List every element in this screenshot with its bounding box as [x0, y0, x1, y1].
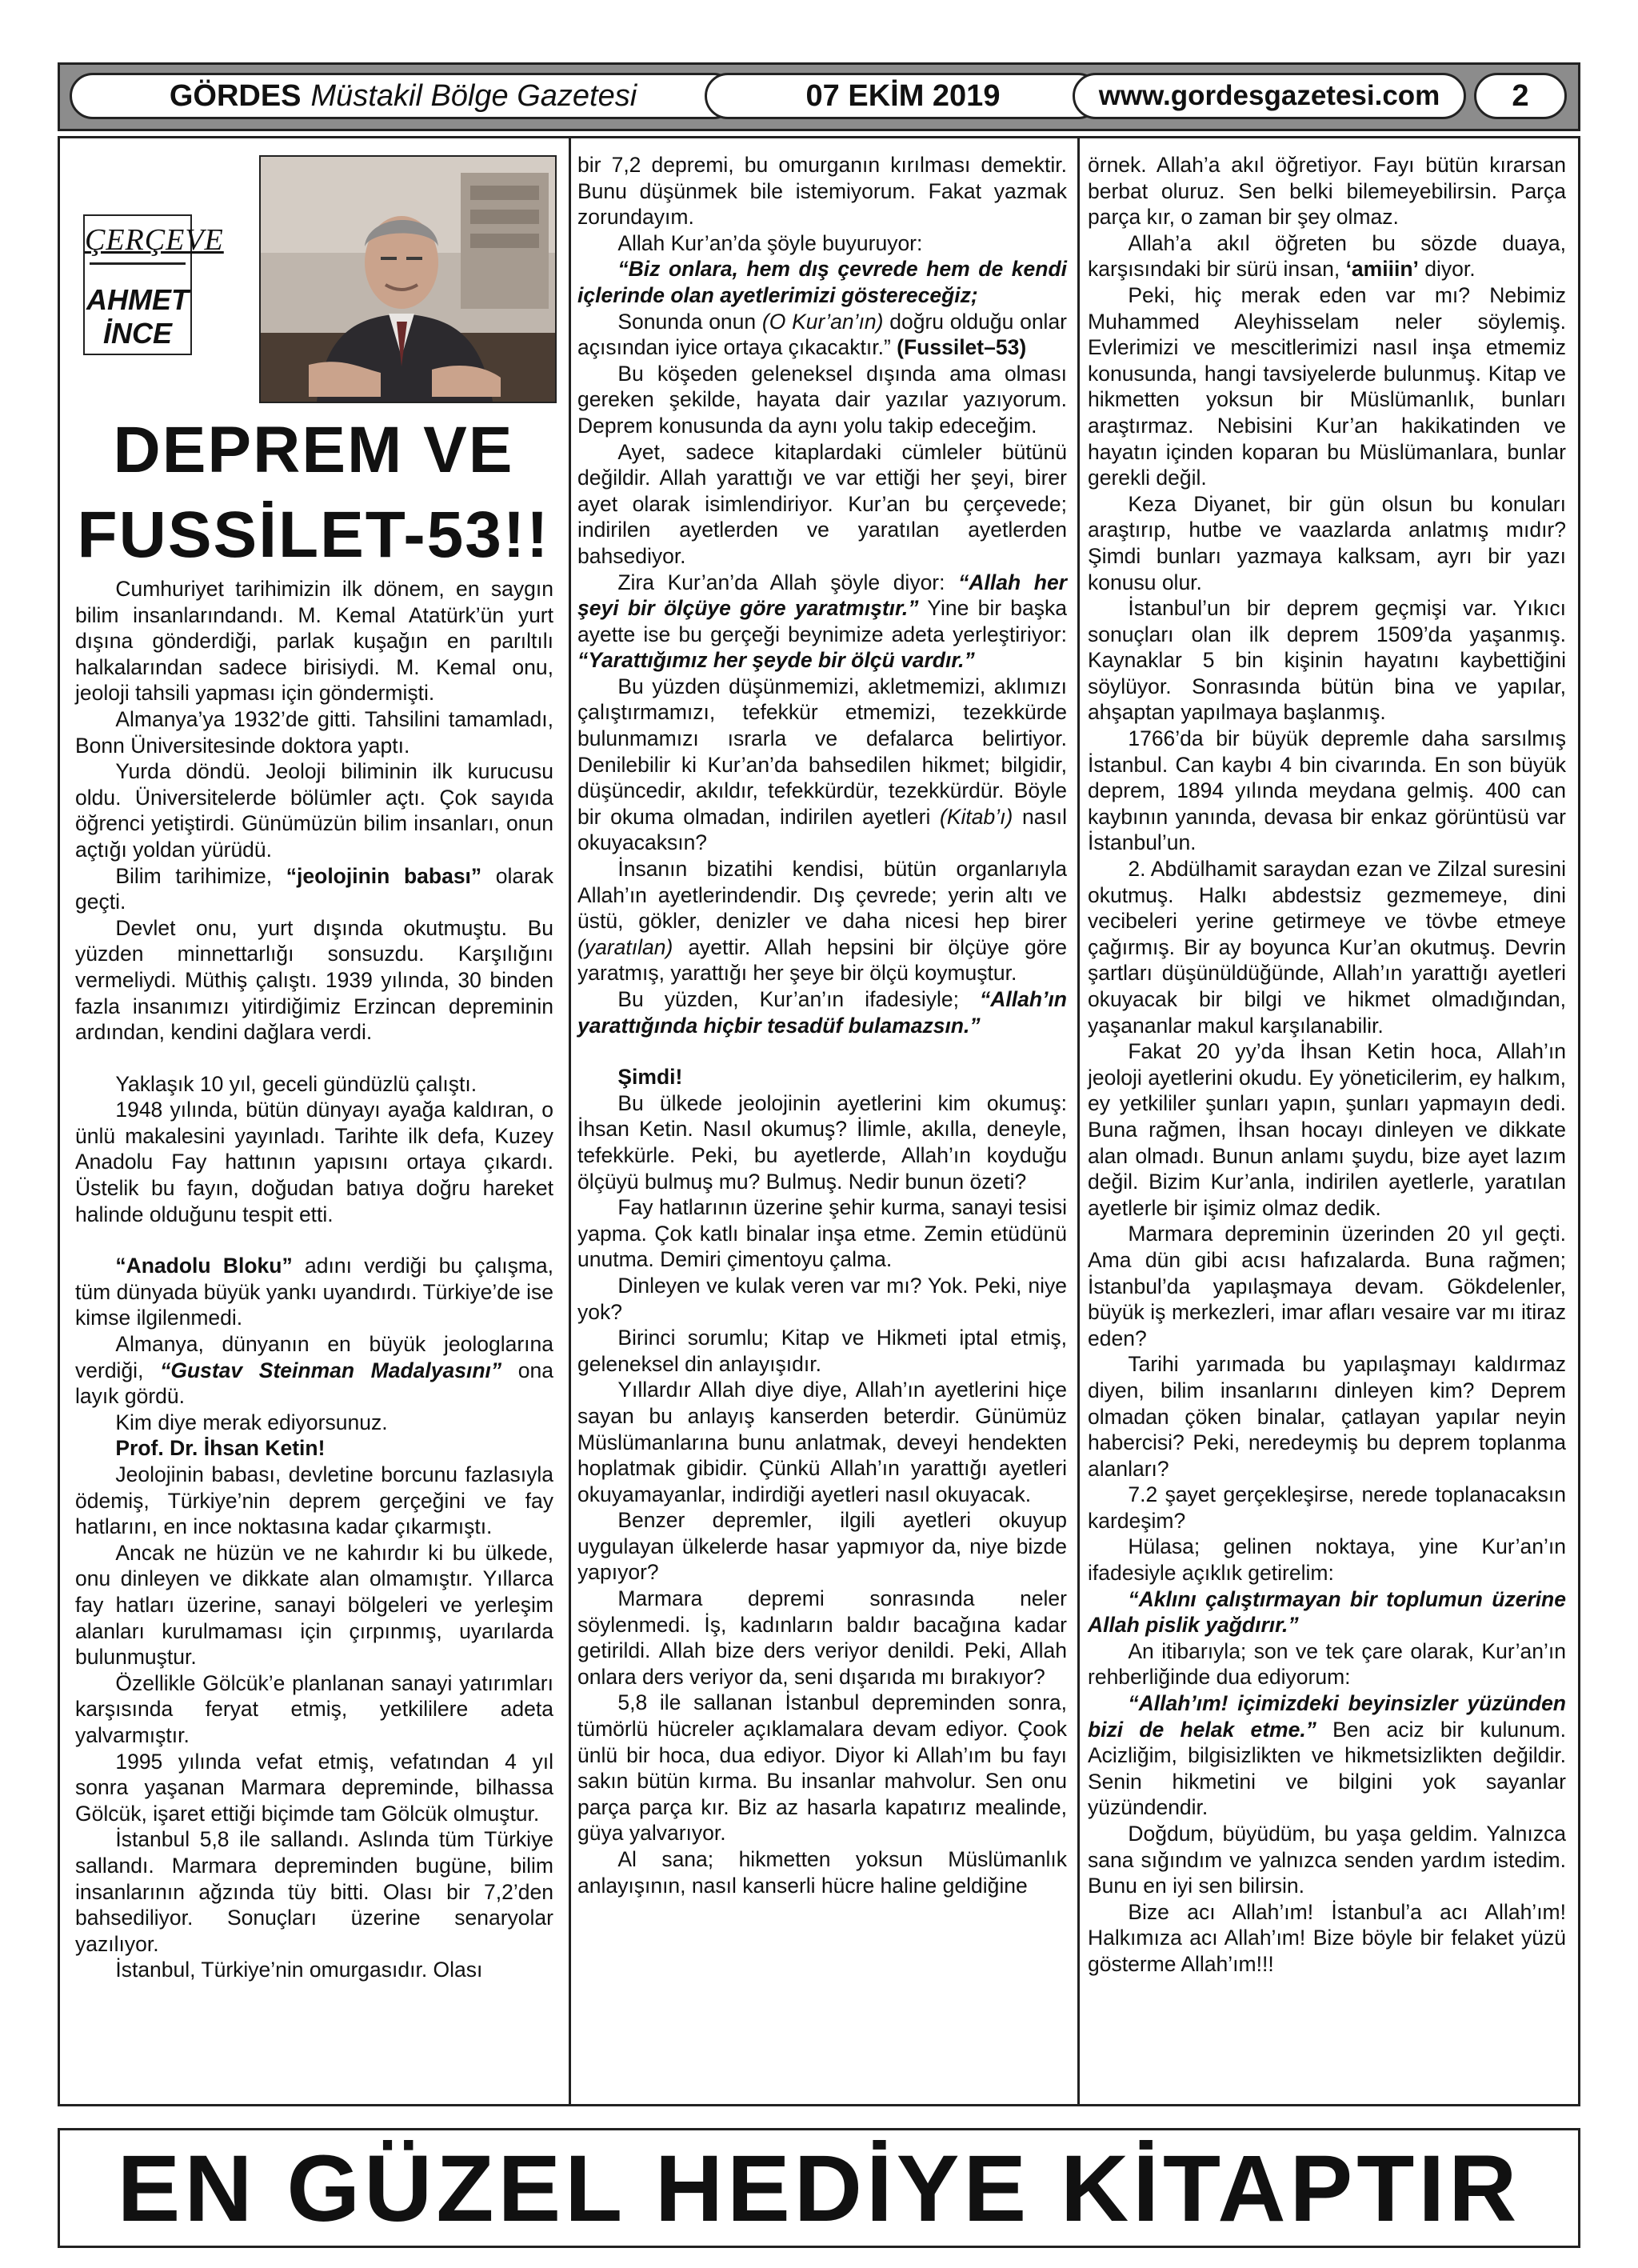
article-column-1: Cumhuriyet tarihimizin ilk dönem, en saygın bilim insanlarındandı. M. Kemal Atatürk’ün yurt dışına gönderdiği, parlak kuşağın en parıltılı halkalarından sadece birisiydi. M. Kemal onu, jeoloji tahsili yapması için göndermişti. Almanya’ya 1932’de gitti. Tahsilini tamamladı, Bonn Üniversitesinde doktora yaptı. Yurda döndü. Jeoloji biliminin ilk kurucusu oldu. Üniversitelerde bölümler açtı. Çok sayıda öğrenci yetiştirdi. Günümüzün bilim insanları, onun açtığı yoldan yürüdü. Bilim tarihimize, “jeolojinin babası” olarak geçti. Devlet onu, yurt dışında okutmuştu. Bu yüzden minnettarlığı sonsuzdu. Karşılığını vermeliydi. Müthiş çalıştı. 1939 yılında, 30 binden fazla insanımızı yitirdiğimiz Erzincan depreminin ardından, kendini dağlara verdi. Yaklaşık 10 yıl, geceli gündüzlü çalıştı. 1948 yılında, bütün dünyayı ayağa kaldıran, o ünlü makalesini yayınladı. Tarihte ilk defa, Kuzey Anadolu Fay hattının yapısını ortaya çıkardı. Üstelik bu fayın, doğudan batıya doğru hareket halinde olduğunu tespit etti. “Anadolu Bloku” adını verdiği bu çalışma, tüm dünyada büyük yankı uyandırdı. Türkiye’de ise kimse ilgilenmedi. Almanya, dünyanın en büyük jeologlarına verdiği, “Gustav Steinman Madalyasını” ona layık gördü. Kim diye merak ediyorsunuz. Prof. Dr. İhsan Ketin! Jeolojinin babası, devletine borcunu fazlasıyla ödemiş, Türkiye’nin deprem gerçeğini ve fay hatlarını, en ince noktasına kadar çıkarmıştı. Ancak ne hüzün ve ne kahırdır ki bu ülkede, onu dinleyen ve dikkate alan olmamıştır. Yıllarca fay hatları üzerine, sanayi bölgeleri ve yerleşim alanları kurulmaması için çırpınmış, uyarılarda bulunmuştur. Özellikle Gölcük’e planlanan sanayi yatırımları karşısında feryat etmiş, yetkililere adeta yalvarmıştır. 1995 yılında vefat etmiş, vefatından 4 yıl sonra yaşanan Marmara depreminde, bilhassa Gölcük, işaret ettiği biçimde tam Gölcük olmuştur. İstanbul 5,8 ile sallandı. Aslında tüm Türkiye sallandı. Marmara depreminden bugüne, bilim insanlarının ağzında tüy bitti. Olası bir 7,2’den bahsediliyor. Sonuçları üzerine senaryolar yazılıyor. İstanbul, Türkiye’nin omurgasıdır. Olası — [75, 577, 554, 1982]
paper-name — [70, 73, 737, 119]
masthead-bar — [58, 62, 1580, 131]
article-column-2: bir 7,2 depremi, bu omurganın kırılması demektir. Bunu düşünmek bile istemiyorum. Fakat yazmak zorundayım. Allah Kur’an’da şöyle buyuruyor: “Biz onlara, hem dış çevrede hem de kendi içlerinde olan ayetlerimizi göstereceğiz; Sonunda onun (O Kur’an’ın) doğru olduğu onlar açısından iyice ortaya çıkacaktır.” (Fussilet–53) Bu köşeden geleneksel dışında ama olması gereken şekilde, hayata dair yazılar yazıyorum. Deprem konusunda da aynı yolu takip edeceğim. Ayet, sadece kitaplardaki cümleler bütünü değildir. Allah yarattığı ve var ettiği her şeyi, birer ayet olarak isimlendiriyor. Kur’an bu çerçevede; indirilen ayetlerden ve yaratılan ayetlerden bahsediyor. Zira Kur’an’da Allah şöyle diyor: “Allah her şeyi bir ölçüye göre yaratmıştır.” Yine bir başka ayette ise bu gerçeği beynimize adeta yerleştiriyor: “Yarattığımız her şeyde bir ölçü vardır.” Bu yüzden düşünmemizi, akletmemizi, aklımızı çalıştırmamızı, tefekkür etmemizi, tezekkürde bulunmamızı ısrarla ve defalarca belirtiyor. Denilebilir ki Kur’an’da bahsedilen hikmet; bilgidir, düşüncedir, akıldır, tefekkürdür, tezekkürdür. Böyle bir okuma olmadan, indirilen ayetleri (Kitab’ı) nasıl okuyacaksın? İnsanın bizatihi kendisi, bütün organlarıyla Allah’ın ayetlerindendir. Dış çevrede; yerin altı ve üstü, gökler, denizler ve daha nicesi hep birer (yaratılan) ayettir. Allah hepsini bir ölçüye göre yaratmış, yarattığı her şeye bir ölçü koymuştur. Bu yüzden, Kur’an’ın ifadesiyle; “Allah’ın yarattığında hiçbir tesadüf bulamazsın.” Şimdi! Bu ülkede jeolojinin ayetlerini kim okumuş: İhsan Ketin. Nasıl okumuş? İlimle, akılla, deneyle, tefekkürle. Peki, bu ayetlerde, Allah’ın koyduğu ölçüyü bulmuş mu? Bulmuş. Nedir bunun özeti? Fay hatlarının üzerine şehir kurma, sanayi tesisi yapma. Çok katlı binalar inşa etme. Zemin etüdünü unutma. Demiri çimentoyu çalma. Dinleyen ve kulak veren var mı? Yok. Peki, niye yok? Birinci sorumlu; Kitap ve Hikmeti iptal etmiş, geleneksel din anlayışıdır. Yıllardır Allah diye diye, Allah’ın ayetlerini hiçe sayan bu anlayış kanserden beterdir. Günümüz Müslümanlarına bunu anlatmak, deveyi hendekten hoplatmak gibidir. Çünkü Allah’ın yarattığı ayetleri okuyamayanlar, indirdiği ayetleri nasıl okuyacak. Benzer depremler, ilgili ayetleri okuyup uygulayan ülkelerde hasar yapmıyor da, niye bizde yapıyor? Marmara depremi sonrasında neler söylenmedi. İş, kadınların baldır bacağına kadar getirildi. Allah bize ders veriyor denildi. Peki, Allah onlara ders veriyor da, seni dışarıda mı bırakıyor? 5,8 ile sallanan İstanbul depreminden sonra, tümörlü hücreler açıklamalara devam ediyor. Çook ünlü bir hoca, dua ediyor. Diyor ki Allah’ım bu fayı sakın bütün kırma. Bu insanlar mahvolur. Sen onu parça parça kır. Biz az hasarla kapatırız mealinde, güya yalvarıyor. Al sana; hikmetten yoksun Müslümanlık anlayışının, nasıl kanserli hücre haline geldiğine — [577, 153, 1068, 1898]
paper-subtitle: Müstakil Bölge Gazetesi — [310, 78, 637, 113]
article-column-3: örnek. Allah’a akıl öğretiyor. Fayı bütün kırarsan berbat oluruz. Sen belki bilemeyebilirsin. Parça parça kır, o zaman bir şey olmaz. Allah’a akıl öğreten bu sözde duaya, karşısındaki bir sürü insan, ‘amiiin’ diyor. Peki, hiç merak eden var mı? Nebimiz Muhammed Aleyhisselam neler söylemiş. Evlerimizi ve mescitlerimizi nasıl inşa etmemiz konusunda, hangi tavsiyelerde bulunmuş. Kitap ve hikmetten yoksun bir Müslümanlık, bunları araştırmaz. Nebisini Kur’an hakikatinden ve hayatın içinden koparan bu Müslümanlara, bunlar gerekli değil. Keza Diyanet, bir gün olsun bu konuları araştırıp, hutbe ve vaazlarda anlatmış mıdır? Şimdi bunları yazmaya kalksam, ayrı bir yazı konusu olur. İstanbul’un bir deprem geçmişi var. Yıkıcı sonuçları olan ilk deprem 1509’da yaşanmış. Kaynaklar 5 bin kişinin hayatını kaybettiğini söylüyor. Sonrasında bütün bina ve yapılar, ahşaptan yapılmaya başlanmış. 1766’da bir büyük depremle daha sarsılmış İstanbul. Can kaybı 4 bin civarında. En son büyük deprem, 1894 yılında meydana gelmiş. 400 can kaybının yanında, devasa bir enkaz görüntüsü var İstanbul’un. 2. Abdülhamit saraydan ezan ve Zilzal suresini okutmuş. Halkı abdestsiz gezmemeye, dini vecibeleri yerine getirmeye ve tövbe etmeye çağırmış. Bir ay boyunca Kur’an okutmuş. Devrin şartları düşünüldüğünde, Allah’ın yarattığı ayetleri okuyacak bir bilgi ve hikmet olmadığından, yaşananlar makul karşılanabilir. Fakat 20 yy’da İhsan Ketin hoca, Allah’ın jeoloji ayetlerini okudu. Ey yöneticilerim, ey halkım, ey yetkililer şunları yapın, şunları yapmayın dedi. Buna rağmen, İhsan hocayı dinleyen ve dikkate alan olmadı. Bunun anlamı şuydu, bize ayet lazım değil. Bizim Kur’anla, indirilen ayetlerle, yaratılan ayetlerle bir işimiz olmaz dedik. Marmara depreminin üzerinden 20 yıl geçti. Ama dün gibi acısı hafızalarda. Buna rağmen; İstanbul’da yapılaşmaya devam. Gökdelenler, büyük iş merkezleri, imar afları vesaire var mı itiraz eden? Tarihi yarımada bu yapılaşmayı kaldırmaz diyen, bilim insanlarını dinleyen kim? Deprem olmadan çöken binalar, çatlayan yapılar neyin habercisi? Peki, neredeymiş bu deprem toplanma alanları? 7.2 şayet gerçekleşirse, nerede toplanacaksın kardeşim? Hülasa; gelinen noktaya, yine Kur’an’ın ifadesiyle açıklık getirelim: “Aklını çalıştırmayan bir toplumun üzerine Allah pislik yağdırır.” An itibarıyla; son ve tek çare olarak, Kur’an’ın rehberliğinde dua ediyorum: “Allah’ım! içimizdeki beyinsizler yüzünden bizi de helak etme.” Ben aciz bir kulunum. Acizliğim, bilgisizlikten ve hikmetsizlikten değildir. Senin hikmetini ve bilgini yok sayanlar yüzündendir. Doğdum, büyüdüm, bu yaşa geldim. Yalnızca sana sığındım ve yalnızca senden yardım istedim. Bunu en iyi sen bilirsin. Bize acı Allah’ım! İstanbul’a acı Allah’ım! Halkımıza acı Allah’ım! Bize böyle bir felaket yüzü gösterme Allah’ım!!! — [1088, 153, 1566, 1976]
author-last-name: İNCE — [102, 317, 172, 350]
column-divider — [1077, 136, 1080, 2106]
column-label-divider — [90, 262, 186, 265]
paper-brand: GÖRDES — [169, 78, 302, 113]
author-photo — [259, 155, 557, 403]
column-label-box — [83, 214, 224, 355]
column-divider — [569, 136, 571, 2106]
website-url: www.gordesgazetesi.com — [1073, 73, 1466, 119]
banner-slogan: EN GÜZEL HEDİYE KİTAPTIR — [117, 2136, 1521, 2242]
author-first-name: AHMET — [86, 283, 189, 316]
article-headline — [74, 408, 553, 578]
bottom-banner — [58, 2128, 1580, 2248]
column-series-title: ÇERÇEVE — [85, 223, 224, 257]
author-name — [85, 283, 190, 350]
issue-date: 07 EKİM 2019 — [705, 73, 1101, 119]
headline-line-2: FUSSİLET-53!! — [77, 498, 550, 571]
page-number: 2 — [1474, 73, 1567, 119]
author-portrait-illustration — [261, 157, 555, 402]
headline-line-1: DEPREM VE — [113, 414, 514, 486]
